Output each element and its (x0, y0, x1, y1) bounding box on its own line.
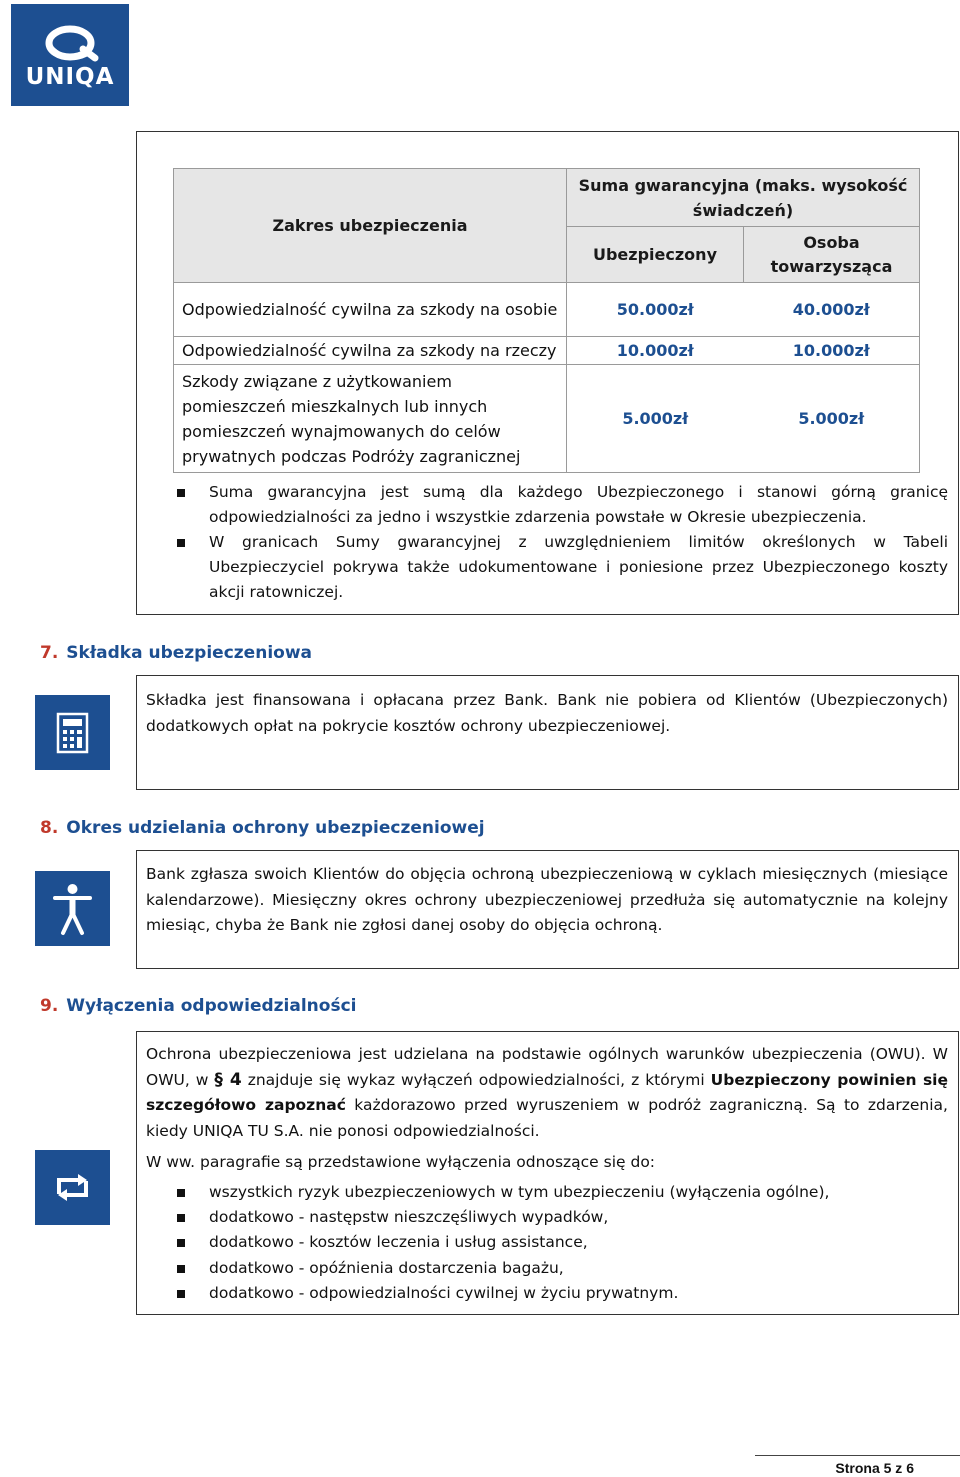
companion-amount: 40.000zł (744, 283, 920, 337)
exchange-icon (35, 1150, 110, 1225)
section-7-text: Składka jest finansowana i opłacana przez Bank. Bank nie pobiera od Klientów (Ubezpieczonych) dodatkowych opłat na pokrycie kosztów ochrony ubezpieczeniowej. (146, 691, 948, 735)
list-item: dodatkowo - odpowiedzialności cywilnej w życiu prywatnym. (209, 1281, 829, 1306)
insured-amount: 5.000zł (567, 365, 744, 473)
list-item: wszystkich ryzyk ubezpieczeniowych w tym ubezpieczeniu (wyłączenia ogólne), (209, 1180, 829, 1205)
insured-amount: 50.000zł (567, 283, 744, 337)
logo-text: UNIQA (25, 64, 115, 90)
table-note-1: Suma gwarancyjna jest sumą dla każdego Ubezpieczonego i stanowi górną granicę odpowiedzialności za jedno i wszystkie zdarzenia powstałe w Okresie ubezpieczenia. (209, 480, 948, 530)
section-8-heading: 8. Okres udzielania ochrony ubezpieczeniowej (40, 818, 485, 838)
col-scope-header: Zakres ubezpieczenia (174, 169, 567, 283)
list-item: dodatkowo - opóźnienia dostarczenia bagażu, (209, 1256, 829, 1281)
person-icon (35, 871, 110, 946)
companion-amount: 10.000zł (744, 337, 920, 365)
insured-amount: 10.000zł (567, 337, 744, 365)
coverage-table (173, 168, 920, 473)
bullet-icon (177, 489, 185, 497)
bullet-icon (177, 1189, 185, 1197)
footer-divider (755, 1455, 960, 1456)
table-note-2: W granicach Sumy gwarancyjnej z uwzględnieniem limitów określonych w Tabeli Ubezpieczyciel pokrywa także udokumentowane i poniesione przez Ubezpieczonego koszty akcji ratowniczej. (209, 530, 948, 605)
col-sum-header: Suma gwarancyjna (maks. wysokość świadczeń) (567, 169, 920, 227)
table-row (174, 337, 920, 365)
section-9-text: Ochrona ubezpieczeniowa jest udzielana na podstawie ogólnych warunków ubezpieczenia (OWU). W OWU, w § 4 znajduje się wykaz wyłączeń odpowiedzialności, z którymi Ubezpieczony powinien się szczegółowo zapoznać każdorazowo przed wyruszeniem w podróż zagraniczną. Są to zdarzenia, kiedy UNIQA TU S.A. nie ponosi odpowiedzialności. (146, 1045, 948, 1140)
calculator-icon (35, 695, 110, 770)
table-row (174, 365, 920, 473)
row-label: Odpowiedzialność cywilna za szkody na rzeczy (174, 337, 567, 365)
bullet-icon (177, 539, 185, 547)
bullet-icon (177, 1239, 185, 1247)
col-companion-header: Osoba towarzysząca (744, 227, 920, 283)
col-insured-header: Ubezpieczony (567, 227, 744, 283)
list-item: dodatkowo - następstw nieszczęśliwych wypadków, (209, 1205, 829, 1230)
bullet-icon (177, 1265, 185, 1273)
list-item: dodatkowo - kosztów leczenia i usług assistance, (209, 1230, 829, 1255)
companion-amount: 5.000zł (744, 365, 920, 473)
section-8-text: Bank zgłasza swoich Klientów do objęcia ochroną ubezpieczeniową w cyklach miesięcznych (miesiące kalendarzowe). Miesięczny okres ochrony ubezpieczeniowej przedłuża się automatycznie na kolejny miesiąc, chyba że Bank nie zgłosi danej osoby do objęcia ochroną. (146, 865, 948, 934)
uniqa-logo (11, 4, 129, 106)
table-row (174, 283, 920, 337)
bullet-icon (177, 1214, 185, 1222)
emphasis: Ubezpieczony powinien się szczegółowo zapoznać (146, 1070, 948, 1114)
row-label: Szkody związane z użytkowaniem pomieszczeń mieszkalnych lub innych pomieszczeń wynajmowanych do celów prywatnych podczas Podróży zagranicznej (174, 365, 567, 473)
section-7-heading: 7. Składka ubezpieczeniowa (40, 643, 312, 663)
section-9-intro: W ww. paragrafie są przedstawione wyłączenia odnoszące się do: (146, 1153, 656, 1171)
paragraph-ref: § 4 (214, 1069, 242, 1090)
page-number: Strona 5 z 6 (835, 1460, 914, 1476)
exclusions-list (209, 1180, 829, 1306)
bullet-icon (177, 1290, 185, 1298)
section-9-heading: 9. Wyłączenia odpowiedzialności (40, 996, 357, 1016)
row-label: Odpowiedzialność cywilna za szkody na osobie (174, 283, 567, 337)
